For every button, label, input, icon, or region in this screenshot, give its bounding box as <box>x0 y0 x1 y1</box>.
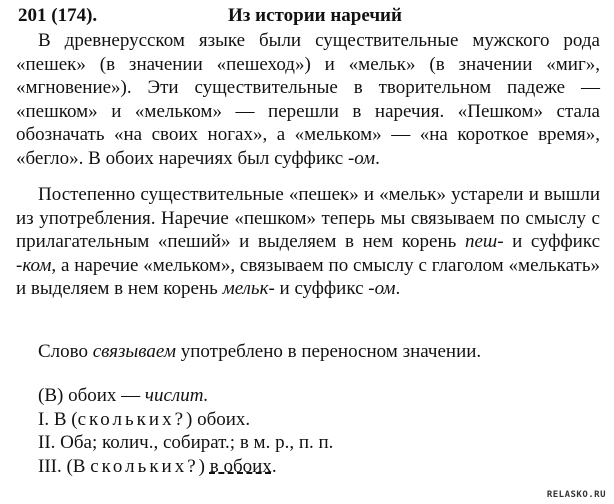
answer-2-post: ) обоих. <box>186 408 251 430</box>
paragraph-modern-text-1: Постепенно существительные «пешек» и «мельк» устарели и вышли из употребления. Наречие «пешком» теперь мы связываем по смыслу с прилагательным «пеший» и выделяем в нем корень <box>16 184 600 252</box>
exercise-title: Из истории наречий <box>228 5 402 26</box>
answer-2-question: скольких? <box>77 408 187 430</box>
answer-4-question: скольких? <box>90 455 199 477</box>
exercise-number: 201 (174). <box>18 5 98 26</box>
answer-1-pos: числит. <box>144 385 209 406</box>
suffix-kom: -ком <box>16 254 52 276</box>
suffix-om-2: -ом <box>368 278 396 299</box>
paragraph-history-text: В древнерусском языке были существительные мужского рода «пешек» (в значении «пешеход») и «мельк» (в значении «миг», «мгновение»). Эти существительные в творительном падеже — «пешком» и «мельком» — перешли в наречия. «Пешком» стала обозначать «на своих ногах», а «мельком» — «на короткое время», «бегло». В обоих наречиях был суффикс <box>16 30 600 169</box>
answer-line-4 <box>38 455 333 479</box>
paragraph-figurative <box>16 340 600 364</box>
paragraph-history <box>16 29 600 170</box>
paragraph-modern <box>16 183 600 301</box>
answer-1-text: (В) обоих — <box>38 385 145 406</box>
root-melk: мельк- <box>222 278 275 299</box>
paragraph-modern-text-5: . <box>395 278 401 299</box>
paragraph-figurative-text-1: Слово <box>38 341 93 362</box>
answer-line-3: II. Оба; колич., собират.; в м. р., п. п. <box>38 432 334 453</box>
exercise-header <box>18 4 604 28</box>
answer-line-1 <box>38 384 333 408</box>
paragraph-modern-text-4: и суффикс <box>274 278 369 299</box>
answer-4-end: . <box>271 455 277 477</box>
answer-block <box>38 384 333 478</box>
site-watermark: RELASKO.RU <box>546 490 606 500</box>
paragraph-figurative-text-2: употреблено в переносном значении. <box>176 341 482 362</box>
answer-2-pre: I. В ( <box>38 408 78 430</box>
suffix-om: -ом <box>347 147 376 169</box>
paragraph-modern-text-2: и суффикс <box>503 231 601 252</box>
paragraph-history-end: . <box>375 147 380 169</box>
paragraph-modern-text-3: , а наречие «мельком», связываем по смыслу с глаголом «мелькать» и выделяем в нем корень <box>16 254 600 299</box>
answer-4-mid: ) <box>198 455 210 477</box>
answer-4-pre: III. (В <box>38 455 91 477</box>
root-pesh: пеш- <box>464 231 504 252</box>
word-svyazyvaem: связываем <box>92 341 176 362</box>
answer-4-underlined: в обоих <box>209 455 272 477</box>
answer-line-2 <box>38 408 333 432</box>
